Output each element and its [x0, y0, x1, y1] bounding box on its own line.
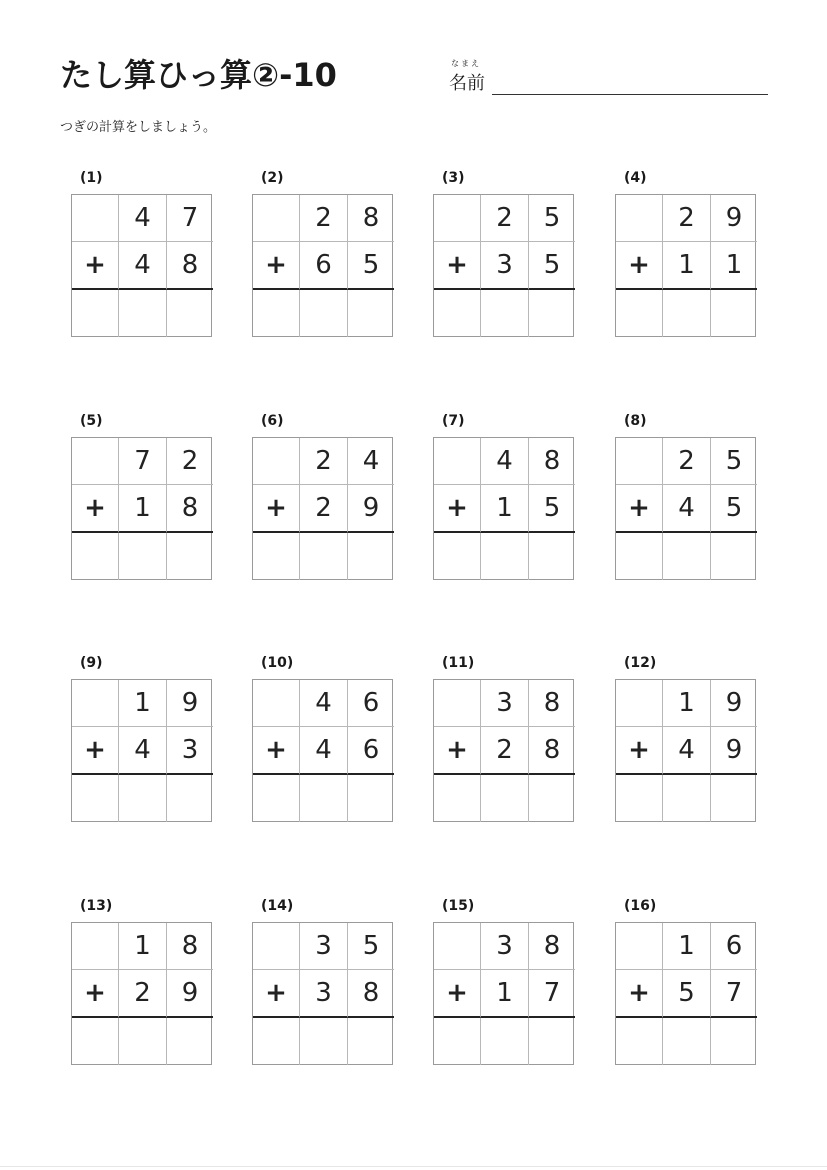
addend-digit: 2 [663, 195, 711, 242]
addend-digit: 2 [481, 195, 529, 242]
answer-cell[interactable] [119, 533, 167, 580]
addend-digit: 9 [167, 680, 213, 727]
empty-cell [616, 923, 663, 970]
answer-cell[interactable] [616, 290, 663, 337]
empty-cell [616, 195, 663, 242]
problem-number: (16) [624, 898, 657, 914]
addend-digit: 5 [529, 242, 575, 290]
addend-digit: 5 [529, 195, 575, 242]
addend-digit: 8 [348, 970, 394, 1018]
addend-digit: 1 [663, 923, 711, 970]
answer-cell[interactable] [348, 1018, 394, 1065]
empty-cell [72, 923, 119, 970]
empty-cell [434, 195, 481, 242]
answer-cell[interactable] [300, 290, 348, 337]
empty-cell [72, 195, 119, 242]
answer-cell[interactable] [434, 290, 481, 337]
problem-number: (14) [261, 898, 294, 914]
plus-sign: + [434, 727, 481, 775]
addend-digit: 6 [711, 923, 757, 970]
answer-cell[interactable] [711, 1018, 757, 1065]
addend-digit: 7 [711, 970, 757, 1018]
plus-sign: + [616, 485, 663, 533]
plus-sign: + [253, 242, 300, 290]
answer-cell[interactable] [167, 290, 213, 337]
addend-digit: 5 [348, 923, 394, 970]
problem-number: (10) [261, 655, 294, 671]
addition-grid [433, 437, 574, 580]
addend-digit: 8 [529, 680, 575, 727]
instruction-text: つぎの計算をしましょう。 [60, 120, 217, 135]
addend-digit: 6 [348, 727, 394, 775]
addend-digit: 5 [663, 970, 711, 1018]
addition-grid [615, 194, 756, 337]
answer-cell[interactable] [300, 533, 348, 580]
addend-digit: 1 [119, 923, 167, 970]
plus-sign: + [434, 970, 481, 1018]
addition-grid [71, 194, 212, 337]
addend-digit: 9 [167, 970, 213, 1018]
answer-cell[interactable] [711, 775, 757, 822]
empty-cell [434, 680, 481, 727]
addition-grid [615, 437, 756, 580]
addend-digit: 3 [481, 923, 529, 970]
empty-cell [253, 923, 300, 970]
plus-sign: + [72, 727, 119, 775]
addend-digit: 2 [663, 438, 711, 485]
addend-digit: 5 [711, 485, 757, 533]
empty-cell [434, 923, 481, 970]
name-label: 名前 [449, 73, 485, 94]
answer-cell[interactable] [481, 1018, 529, 1065]
plus-sign: + [434, 485, 481, 533]
answer-cell[interactable] [481, 533, 529, 580]
addition-grid [615, 679, 756, 822]
plus-sign: + [616, 970, 663, 1018]
addend-digit: 1 [119, 485, 167, 533]
answer-cell[interactable] [253, 533, 300, 580]
answer-cell[interactable] [72, 290, 119, 337]
answer-cell[interactable] [300, 1018, 348, 1065]
answer-cell[interactable] [167, 1018, 213, 1065]
addend-digit: 3 [300, 970, 348, 1018]
plus-sign: + [72, 970, 119, 1018]
addend-digit: 4 [300, 680, 348, 727]
problem-number: (15) [442, 898, 475, 914]
answer-cell[interactable] [529, 775, 575, 822]
addition-grid [252, 679, 393, 822]
addend-digit: 2 [167, 438, 213, 485]
addition-grid [615, 922, 756, 1065]
problem-number: (11) [442, 655, 475, 671]
answer-cell[interactable] [348, 290, 394, 337]
answer-cell[interactable] [434, 775, 481, 822]
addend-digit: 4 [119, 195, 167, 242]
addend-digit: 6 [348, 680, 394, 727]
answer-cell[interactable] [529, 1018, 575, 1065]
answer-cell[interactable] [711, 290, 757, 337]
addend-digit: 8 [529, 438, 575, 485]
addend-digit: 3 [167, 727, 213, 775]
plus-sign: + [253, 485, 300, 533]
page-bottom-divider [0, 1166, 827, 1167]
problem-number: (4) [624, 170, 647, 186]
answer-cell[interactable] [119, 290, 167, 337]
empty-cell [616, 438, 663, 485]
empty-cell [72, 680, 119, 727]
name-ruby: なまえ [451, 59, 481, 68]
addition-grid [71, 437, 212, 580]
plus-sign: + [616, 242, 663, 290]
answer-cell[interactable] [616, 1018, 663, 1065]
problem-number: (5) [80, 413, 103, 429]
answer-cell[interactable] [348, 775, 394, 822]
addend-digit: 8 [529, 923, 575, 970]
empty-cell [434, 438, 481, 485]
addition-grid [71, 679, 212, 822]
addend-digit: 8 [167, 242, 213, 290]
addition-grid [71, 922, 212, 1065]
addition-grid [433, 194, 574, 337]
plus-sign: + [72, 485, 119, 533]
empty-cell [253, 680, 300, 727]
empty-cell [616, 680, 663, 727]
empty-cell [253, 438, 300, 485]
answer-cell[interactable] [663, 290, 711, 337]
addition-grid [252, 922, 393, 1065]
problem-number: (2) [261, 170, 284, 186]
addition-grid [252, 437, 393, 580]
addend-digit: 4 [481, 438, 529, 485]
answer-cell[interactable] [348, 533, 394, 580]
plus-sign: + [434, 242, 481, 290]
addend-digit: 5 [529, 485, 575, 533]
answer-cell[interactable] [616, 533, 663, 580]
addend-digit: 3 [481, 680, 529, 727]
addend-digit: 8 [529, 727, 575, 775]
answer-cell[interactable] [481, 775, 529, 822]
addend-digit: 9 [711, 195, 757, 242]
problem-number: (8) [624, 413, 647, 429]
addend-digit: 1 [481, 970, 529, 1018]
addend-digit: 8 [167, 923, 213, 970]
answer-cell[interactable] [481, 290, 529, 337]
name-entry-line[interactable] [492, 94, 768, 95]
addend-digit: 9 [711, 680, 757, 727]
addend-digit: 8 [348, 195, 394, 242]
answer-cell[interactable] [663, 775, 711, 822]
answer-cell[interactable] [529, 533, 575, 580]
addend-digit: 5 [348, 242, 394, 290]
addend-digit: 7 [529, 970, 575, 1018]
plus-sign: + [616, 727, 663, 775]
answer-cell[interactable] [300, 775, 348, 822]
answer-cell[interactable] [529, 290, 575, 337]
addend-digit: 2 [300, 438, 348, 485]
addend-digit: 7 [119, 438, 167, 485]
problem-number: (9) [80, 655, 103, 671]
addend-digit: 2 [300, 485, 348, 533]
answer-cell[interactable] [119, 1018, 167, 1065]
problem-number: (13) [80, 898, 113, 914]
addition-grid [433, 679, 574, 822]
problem-number: (12) [624, 655, 657, 671]
addend-digit: 4 [300, 727, 348, 775]
addend-digit: 4 [348, 438, 394, 485]
problem-number: (7) [442, 413, 465, 429]
addend-digit: 4 [663, 485, 711, 533]
addition-grid [433, 922, 574, 1065]
answer-cell[interactable] [253, 1018, 300, 1065]
addend-digit: 4 [119, 727, 167, 775]
answer-cell[interactable] [167, 775, 213, 822]
worksheet-title: たし算ひっ算②-10 [60, 56, 337, 94]
addend-digit: 4 [663, 727, 711, 775]
answer-cell[interactable] [663, 533, 711, 580]
answer-cell[interactable] [72, 775, 119, 822]
addend-digit: 3 [481, 242, 529, 290]
plus-sign: + [253, 970, 300, 1018]
plus-sign: + [72, 242, 119, 290]
addend-digit: 1 [481, 485, 529, 533]
plus-sign: + [253, 727, 300, 775]
addend-digit: 6 [300, 242, 348, 290]
addend-digit: 9 [348, 485, 394, 533]
addend-digit: 7 [167, 195, 213, 242]
empty-cell [253, 195, 300, 242]
addend-digit: 1 [663, 242, 711, 290]
answer-cell[interactable] [72, 1018, 119, 1065]
answer-cell[interactable] [663, 1018, 711, 1065]
addend-digit: 2 [119, 970, 167, 1018]
problem-number: (3) [442, 170, 465, 186]
addend-digit: 8 [167, 485, 213, 533]
empty-cell [72, 438, 119, 485]
addend-digit: 2 [300, 195, 348, 242]
addend-digit: 2 [481, 727, 529, 775]
answer-cell[interactable] [253, 290, 300, 337]
addition-grid [252, 194, 393, 337]
answer-cell[interactable] [711, 533, 757, 580]
addend-digit: 1 [711, 242, 757, 290]
problem-number: (1) [80, 170, 103, 186]
addend-digit: 1 [663, 680, 711, 727]
answer-cell[interactable] [119, 775, 167, 822]
answer-cell[interactable] [434, 533, 481, 580]
answer-cell[interactable] [253, 775, 300, 822]
answer-cell[interactable] [616, 775, 663, 822]
addend-digit: 3 [300, 923, 348, 970]
addend-digit: 1 [119, 680, 167, 727]
addend-digit: 5 [711, 438, 757, 485]
addend-digit: 4 [119, 242, 167, 290]
addend-digit: 9 [711, 727, 757, 775]
answer-cell[interactable] [167, 533, 213, 580]
answer-cell[interactable] [72, 533, 119, 580]
answer-cell[interactable] [434, 1018, 481, 1065]
problem-number: (6) [261, 413, 284, 429]
